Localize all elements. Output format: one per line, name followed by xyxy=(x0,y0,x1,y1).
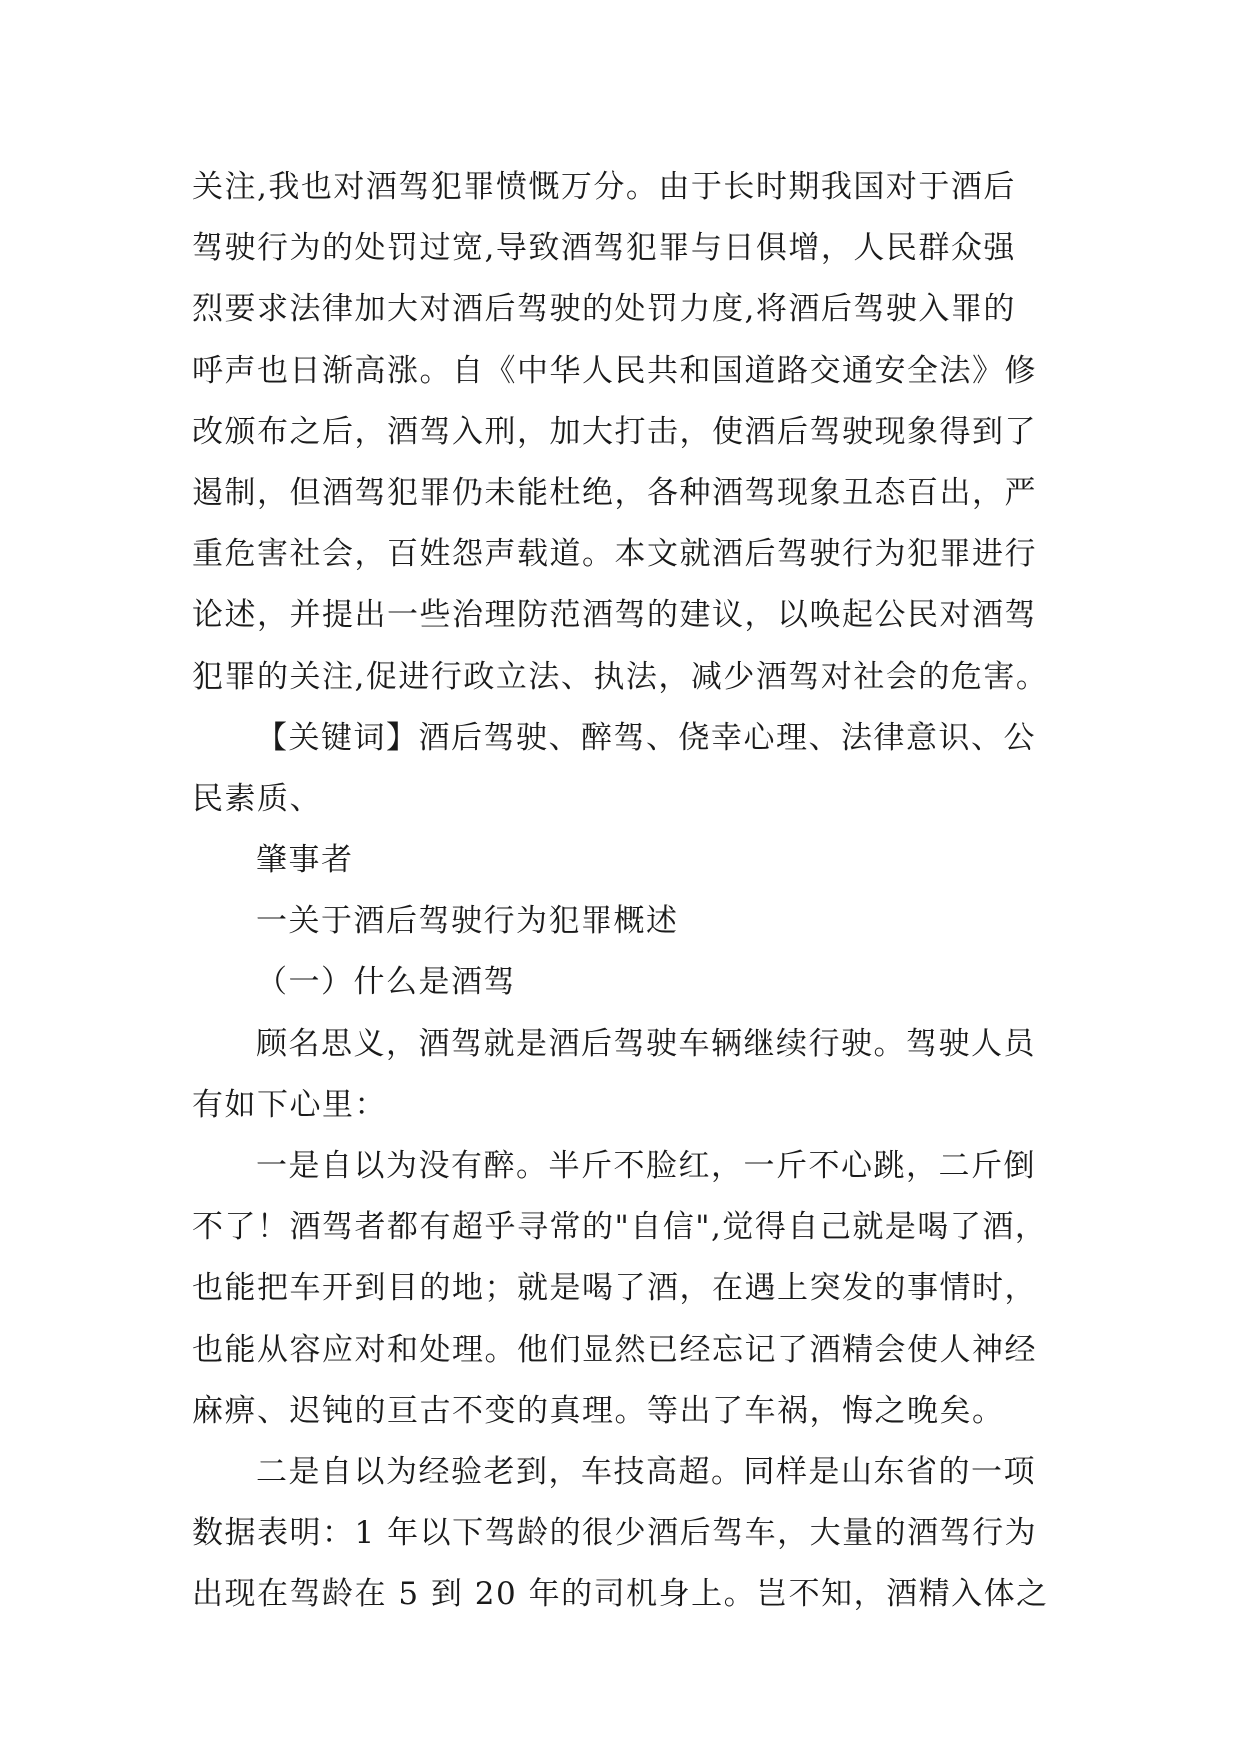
keywords-line-cont: 肇事者 xyxy=(256,842,354,879)
text-line: 顾名思义，酒驾就是酒后驾驶车辆继续行驶。驾驶人员 xyxy=(256,1025,1036,1062)
text-line: 一是自以为没有醉。半斤不脸红，一斤不心跳，二斤倒 xyxy=(256,1148,1036,1184)
text-line: 烈要求法律加大对酒后驾驶的处罚力度,将酒后驾驶入罪的 xyxy=(192,291,1016,328)
text-line: 重危害社会，百姓怨声载道。本文就酒后驾驶行为犯罪进行 xyxy=(192,536,1037,573)
document-body xyxy=(192,157,1052,1626)
text-line: 也能把车开到目的地；就是喝了酒，在遇上突发的事情时， xyxy=(192,1270,1037,1307)
text-line: 呼声也日渐高涨。自《中华人民共和国道路交通安全法》修 xyxy=(192,352,1037,389)
text-line: 出现在驾龄在 5 到 20 年的司机身上。岂不知，酒精入体之 xyxy=(192,1576,1049,1613)
keywords-line: 【关键词】酒后驾驶、醉驾、侥幸心理、法律意识、公 xyxy=(256,719,1036,756)
text-line: 关注,我也对酒驾犯罪愤慨万分。由于长时期我国对于酒后 xyxy=(192,169,1016,205)
text-line: 数据表明：1 年以下驾龄的很少酒后驾车，大量的酒驾行为 xyxy=(192,1515,1038,1552)
text-line: 遏制，但酒驾犯罪仍未能杜绝，各种酒驾现象丑态百出，严 xyxy=(192,474,1037,511)
keywords-line-cont: 民素质、 xyxy=(192,780,322,817)
text-line: 改颁布之后，酒驾入刑，加大打击，使酒后驾驶现象得到了 xyxy=(192,413,1037,450)
text-line: 不了！酒驾者都有超乎寻常的"自信",觉得自己就是喝了酒， xyxy=(192,1209,1048,1246)
subsection-heading: （一）什么是酒驾 xyxy=(256,964,516,1001)
text-line: 二是自以为经验老到，车技高超。同样是山东省的一项 xyxy=(256,1453,1036,1490)
text-line: 也能从容应对和处理。他们显然已经忘记了酒精会使人神经 xyxy=(192,1331,1037,1368)
text-line: 麻痹、迟钝的亘古不变的真理。等出了车祸，悔之晚矣。 xyxy=(192,1392,1005,1429)
text-line: 有如下心里： xyxy=(192,1086,387,1123)
text-line: 犯罪的关注,促进行政立法、执法，减少酒驾对社会的危害。 xyxy=(192,658,1049,695)
section-heading: 一关于酒后驾驶行为犯罪概述 xyxy=(256,903,679,940)
text-line: 驾驶行为的处罚过宽,导致酒驾犯罪与日俱增，人民群众强 xyxy=(192,230,1016,267)
text-line: 论述，并提出一些治理防范酒驾的建议，以唤起公民对酒驾 xyxy=(192,597,1037,634)
